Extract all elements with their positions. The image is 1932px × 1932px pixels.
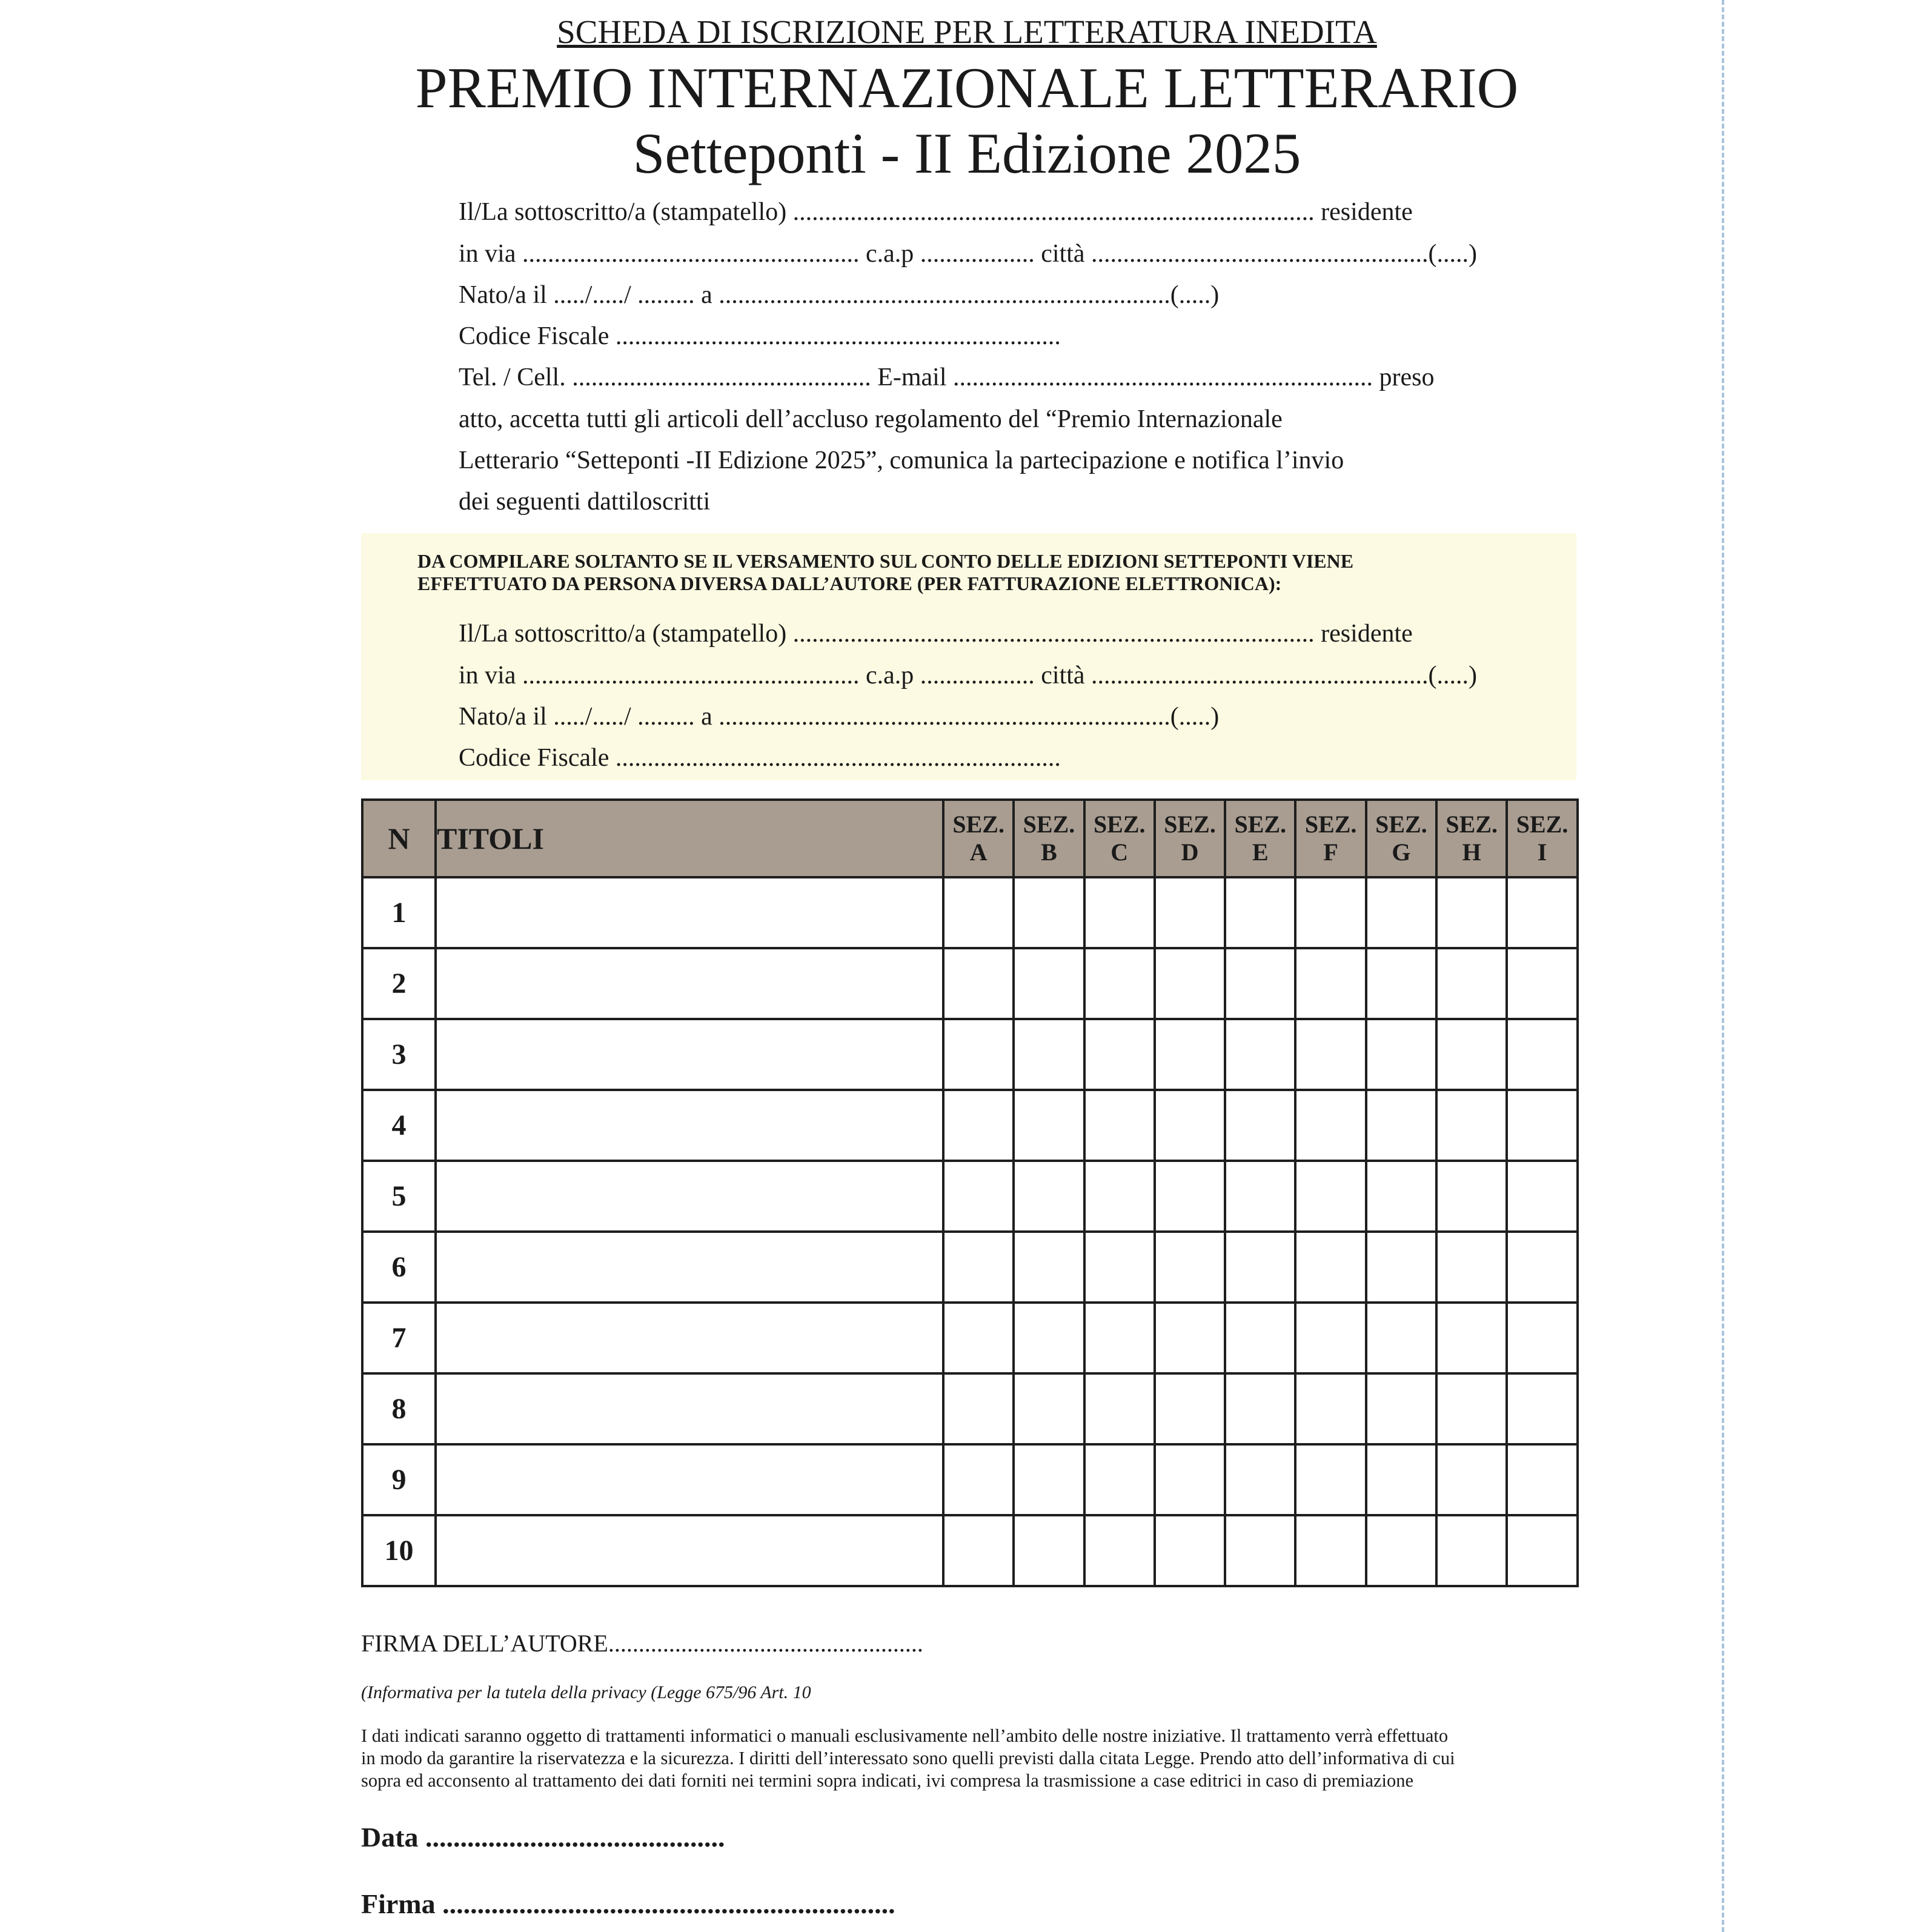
section-e-cell[interactable] xyxy=(1225,1515,1295,1586)
section-e-cell[interactable] xyxy=(1225,948,1295,1019)
payer-birth-line[interactable]: Nato/a il ...../...../ ......... a .......................................................................(.....) xyxy=(459,703,1220,731)
sez-letter: F xyxy=(1323,838,1338,866)
sez-prefix: SEZ. xyxy=(1516,811,1569,838)
section-c-cell[interactable] xyxy=(1084,1515,1155,1586)
section-i-cell[interactable] xyxy=(1507,877,1577,948)
row-number: 10 xyxy=(362,1515,436,1586)
section-g-cell[interactable] xyxy=(1366,1019,1436,1090)
section-f-cell[interactable] xyxy=(1295,1303,1366,1373)
sez-prefix: SEZ. xyxy=(1164,811,1216,838)
section-i-cell[interactable] xyxy=(1507,1090,1577,1161)
section-b-cell[interactable] xyxy=(1014,1444,1084,1515)
payer-note-line: DA COMPILARE SOLTANTO SE IL VERSAMENTO SUL CONTO DELLE EDIZIONI SETTEPONTI VIENE xyxy=(417,550,1354,572)
sez-prefix: SEZ. xyxy=(1304,811,1357,838)
privacy-line: in modo da garantire la riservatezza e la sicurezza. I diritti dell’interessato sono quelli previsti dalla citata Legge. Prendo atto dell’informativa di cui xyxy=(361,1748,1455,1768)
section-f-cell[interactable] xyxy=(1295,1232,1366,1303)
sez-prefix: SEZ. xyxy=(952,811,1004,838)
column-header-sez-d xyxy=(1155,800,1225,877)
section-g-cell[interactable] xyxy=(1366,1232,1436,1303)
section-d-cell[interactable] xyxy=(1155,877,1225,948)
section-i-cell[interactable] xyxy=(1507,1019,1577,1090)
section-g-cell[interactable] xyxy=(1366,1303,1436,1373)
column-header-sez-b xyxy=(1014,800,1084,877)
author-address-line[interactable]: in via ..................................................... c.a.p .................. città .....................................................(.....) xyxy=(459,240,1478,268)
section-a-cell[interactable] xyxy=(943,1444,1014,1515)
section-i-cell[interactable] xyxy=(1507,1515,1577,1586)
table-row xyxy=(362,948,1578,1019)
title-cell[interactable] xyxy=(436,1090,943,1161)
section-i-cell[interactable] xyxy=(1507,948,1577,1019)
sez-prefix: SEZ. xyxy=(1446,811,1498,838)
sez-prefix: SEZ. xyxy=(1093,811,1146,838)
sez-letter: C xyxy=(1110,838,1129,866)
sez-prefix: SEZ. xyxy=(1375,811,1427,838)
section-a-cell[interactable] xyxy=(943,1232,1014,1303)
payer-note-line: EFFETTUATO DA PERSONA DIVERSA DALL’AUTORE (PER FATTURAZIONE ELETTRONICA): xyxy=(417,573,1282,594)
title-cell[interactable] xyxy=(436,1232,943,1303)
section-f-cell[interactable] xyxy=(1295,1019,1366,1090)
row-number: 6 xyxy=(362,1232,436,1303)
section-h-cell[interactable] xyxy=(1436,1090,1507,1161)
section-b-cell[interactable] xyxy=(1014,1232,1084,1303)
sez-letter: E xyxy=(1252,838,1269,866)
titles-table xyxy=(361,798,1579,1587)
section-c-cell[interactable] xyxy=(1084,1232,1155,1303)
section-b-cell[interactable] xyxy=(1014,1090,1084,1161)
section-e-cell[interactable] xyxy=(1225,1373,1295,1444)
column-header-sez-i xyxy=(1507,800,1577,877)
section-e-cell[interactable] xyxy=(1225,1444,1295,1515)
table-row xyxy=(362,1303,1578,1373)
table-row xyxy=(362,1090,1578,1161)
author-declaration-line: Letterario “Setteponti -II Edizione 2025”, comunica la partecipazione e notifica l’invio xyxy=(459,446,1344,474)
section-h-cell[interactable] xyxy=(1436,877,1507,948)
column-header-sez-a xyxy=(943,800,1014,877)
section-a-cell[interactable] xyxy=(943,1373,1014,1444)
section-e-cell[interactable] xyxy=(1225,1232,1295,1303)
section-f-cell[interactable] xyxy=(1295,1373,1366,1444)
cut-guide-line xyxy=(1722,0,1724,1932)
section-h-cell[interactable] xyxy=(1436,1303,1507,1373)
section-d-cell[interactable] xyxy=(1155,1444,1225,1515)
column-header-sez-h xyxy=(1436,800,1507,877)
sez-letter: B xyxy=(1041,838,1057,866)
row-number: 2 xyxy=(362,948,436,1019)
section-h-cell[interactable] xyxy=(1436,1019,1507,1090)
author-declaration-line: atto, accetta tutti gli articoli dell’accluso regolamento del “Premio Internazionale xyxy=(459,405,1283,433)
section-f-cell[interactable] xyxy=(1295,948,1366,1019)
section-c-cell[interactable] xyxy=(1084,877,1155,948)
section-c-cell[interactable] xyxy=(1084,1019,1155,1090)
section-f-cell[interactable] xyxy=(1295,1515,1366,1586)
sez-prefix: SEZ. xyxy=(1234,811,1287,838)
sez-letter: D xyxy=(1181,838,1199,866)
table-row xyxy=(362,1515,1578,1586)
section-a-cell[interactable] xyxy=(943,1090,1014,1161)
section-a-cell[interactable] xyxy=(943,1303,1014,1373)
section-b-cell[interactable] xyxy=(1014,1303,1084,1373)
section-a-cell[interactable] xyxy=(943,1161,1014,1232)
section-a-cell[interactable] xyxy=(943,877,1014,948)
section-i-cell[interactable] xyxy=(1507,1232,1577,1303)
section-h-cell[interactable] xyxy=(1436,1161,1507,1232)
section-g-cell[interactable] xyxy=(1366,948,1436,1019)
section-f-cell[interactable] xyxy=(1295,1444,1366,1515)
section-f-cell[interactable] xyxy=(1295,1161,1366,1232)
section-b-cell[interactable] xyxy=(1014,1373,1084,1444)
row-number: 7 xyxy=(362,1303,436,1373)
table-row xyxy=(362,1161,1578,1232)
column-header-sez-f xyxy=(1295,800,1366,877)
prize-title: PREMIO INTERNAZIONALE LETTERARIO xyxy=(415,56,1519,120)
author-signature-line[interactable]: FIRMA DELL’AUTORE.................................................... xyxy=(361,1630,923,1657)
form-heading: SCHEDA DI ISCRIZIONE PER LETTERATURA INEDITA xyxy=(557,13,1377,50)
section-h-cell[interactable] xyxy=(1436,948,1507,1019)
section-i-cell[interactable] xyxy=(1507,1444,1577,1515)
section-a-cell[interactable] xyxy=(943,1019,1014,1090)
title-cell[interactable] xyxy=(436,948,943,1019)
title-cell[interactable] xyxy=(436,1161,943,1232)
prize-edition: Setteponti - II Edizione 2025 xyxy=(632,121,1301,185)
section-c-cell[interactable] xyxy=(1084,1373,1155,1444)
title-cell[interactable] xyxy=(436,877,943,948)
section-c-cell[interactable] xyxy=(1084,1303,1155,1373)
column-header-sez-e xyxy=(1225,800,1295,877)
sez-letter: A xyxy=(969,838,988,866)
section-d-cell[interactable] xyxy=(1155,1090,1225,1161)
section-g-cell[interactable] xyxy=(1366,1373,1436,1444)
section-i-cell[interactable] xyxy=(1507,1161,1577,1232)
author-name-line[interactable]: Il/La sottoscritto/a (stampatello) .................................................................................. residente xyxy=(459,198,1413,226)
author-tax-code-line[interactable]: Codice Fiscale ...................................................................... xyxy=(459,322,1061,350)
payer-address-line[interactable]: in via ..................................................... c.a.p .................. città .....................................................(.....) xyxy=(459,662,1478,689)
section-d-cell[interactable] xyxy=(1155,1303,1225,1373)
section-g-cell[interactable] xyxy=(1366,1444,1436,1515)
privacy-notice-title: (Informativa per la tutela della privacy (Legge 675/96 Art. 10 xyxy=(361,1682,811,1702)
section-i-cell[interactable] xyxy=(1507,1373,1577,1444)
title-cell[interactable] xyxy=(436,1373,943,1444)
section-c-cell[interactable] xyxy=(1084,1161,1155,1232)
section-e-cell[interactable] xyxy=(1225,1019,1295,1090)
author-declaration-line: dei seguenti dattiloscritti xyxy=(459,488,711,516)
title-cell[interactable] xyxy=(436,1019,943,1090)
section-h-cell[interactable] xyxy=(1436,1373,1507,1444)
column-header-n: N xyxy=(362,800,436,877)
section-g-cell[interactable] xyxy=(1366,877,1436,948)
payer-tax-code-line[interactable]: Codice Fiscale ...................................................................... xyxy=(459,744,1061,772)
table-row xyxy=(362,1373,1578,1444)
privacy-line: I dati indicati saranno oggetto di trattamenti informatici o manuali esclusivamente nell’ambito delle nostre iniziative. Il trattamento verrà effettuato xyxy=(361,1725,1449,1746)
section-e-cell[interactable] xyxy=(1225,1090,1295,1161)
title-cell[interactable] xyxy=(436,1444,943,1515)
row-number: 4 xyxy=(362,1090,436,1161)
section-h-cell[interactable] xyxy=(1436,1232,1507,1303)
date-field[interactable]: Data ........................................... xyxy=(361,1822,725,1853)
payer-name-line[interactable]: Il/La sottoscritto/a (stampatello) .................................................................................. residente xyxy=(459,620,1413,648)
row-number: 1 xyxy=(362,877,436,948)
section-a-cell[interactable] xyxy=(943,948,1014,1019)
row-number: 5 xyxy=(362,1161,436,1232)
section-g-cell[interactable] xyxy=(1366,1515,1436,1586)
section-d-cell[interactable] xyxy=(1155,1019,1225,1090)
table-row xyxy=(362,1232,1578,1303)
section-d-cell[interactable] xyxy=(1155,1161,1225,1232)
section-b-cell[interactable] xyxy=(1014,1161,1084,1232)
section-b-cell[interactable] xyxy=(1014,1019,1084,1090)
sez-prefix: SEZ. xyxy=(1023,811,1075,838)
section-h-cell[interactable] xyxy=(1436,1444,1507,1515)
sez-letter: H xyxy=(1462,838,1481,866)
section-c-cell[interactable] xyxy=(1084,1090,1155,1161)
table-row xyxy=(362,877,1578,948)
section-f-cell[interactable] xyxy=(1295,1090,1366,1161)
section-c-cell[interactable] xyxy=(1084,1444,1155,1515)
section-e-cell[interactable] xyxy=(1225,877,1295,948)
section-e-cell[interactable] xyxy=(1225,1303,1295,1373)
title-cell[interactable] xyxy=(436,1515,943,1586)
section-g-cell[interactable] xyxy=(1366,1090,1436,1161)
table-row xyxy=(362,1444,1578,1515)
section-h-cell[interactable] xyxy=(1436,1515,1507,1586)
column-header-titoli: TITOLI xyxy=(436,800,943,877)
section-g-cell[interactable] xyxy=(1366,1161,1436,1232)
row-number: 3 xyxy=(362,1019,436,1090)
section-a-cell[interactable] xyxy=(943,1515,1014,1586)
row-number: 8 xyxy=(362,1373,436,1444)
table-row xyxy=(362,1019,1578,1090)
section-b-cell[interactable] xyxy=(1014,948,1084,1019)
sez-letter: G xyxy=(1392,838,1411,866)
table-header-row xyxy=(362,800,1578,877)
section-d-cell[interactable] xyxy=(1155,1515,1225,1586)
privacy-line: sopra ed acconsento al trattamento dei dati forniti nei termini sopra indicati, ivi compresa la trasmissione a case editrici in caso di premiazione xyxy=(361,1770,1414,1791)
row-number: 9 xyxy=(362,1444,436,1515)
section-d-cell[interactable] xyxy=(1155,948,1225,1019)
section-e-cell[interactable] xyxy=(1225,1161,1295,1232)
section-d-cell[interactable] xyxy=(1155,1373,1225,1444)
author-contact-line[interactable]: Tel. / Cell. ............................................... E-mail .................................................................. preso xyxy=(459,363,1435,391)
sez-letter: I xyxy=(1537,838,1547,866)
section-i-cell[interactable] xyxy=(1507,1303,1577,1373)
payer-box-note xyxy=(417,550,1544,595)
author-birth-line[interactable]: Nato/a il ...../...../ ......... a .......................................................................(.....) xyxy=(459,281,1220,309)
section-b-cell[interactable] xyxy=(1014,877,1084,948)
column-header-sez-g xyxy=(1366,800,1436,877)
section-f-cell[interactable] xyxy=(1295,877,1366,948)
section-c-cell[interactable] xyxy=(1084,948,1155,1019)
signature-field[interactable]: Firma ................................................................. xyxy=(361,1888,895,1919)
column-header-sez-c xyxy=(1084,800,1155,877)
privacy-notice-text xyxy=(361,1725,1579,1792)
section-b-cell[interactable] xyxy=(1014,1515,1084,1586)
section-d-cell[interactable] xyxy=(1155,1232,1225,1303)
title-cell[interactable] xyxy=(436,1303,943,1373)
